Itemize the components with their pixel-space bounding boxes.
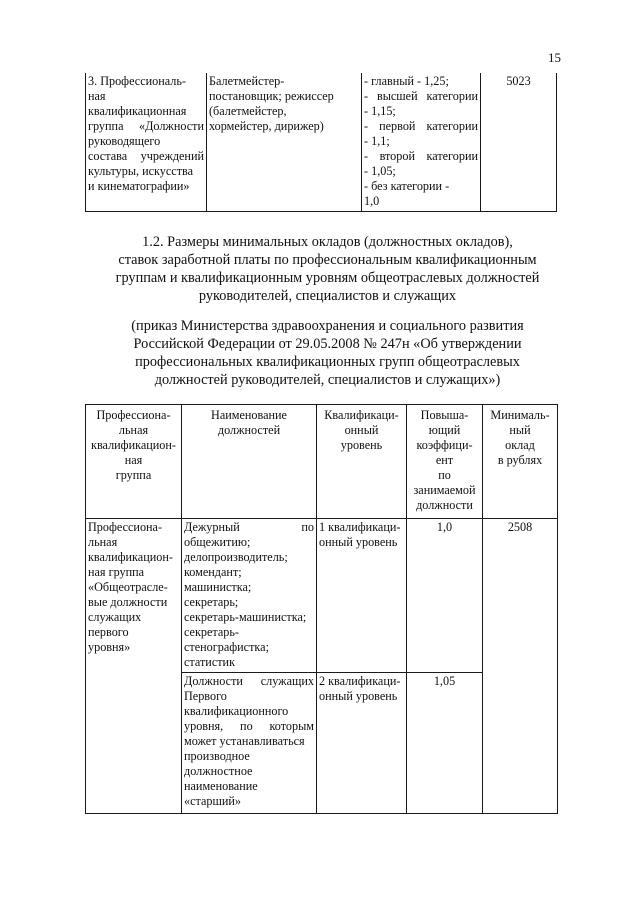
group-line: квалификацион-: [88, 550, 173, 564]
position-line: (балетмейстер,: [209, 104, 287, 118]
position-line: секретарь-: [184, 625, 239, 639]
position-line: секретарь-машинистка;: [184, 610, 307, 624]
position-line: машинистка;: [184, 580, 252, 594]
header-line: квалификацион-: [91, 438, 176, 452]
header-line: в рублях: [497, 453, 543, 467]
header-line: оклад: [505, 438, 535, 452]
position-word: Дежурный: [184, 520, 240, 534]
group-line: вые должности: [88, 595, 168, 609]
header-line: Квалификаци-: [324, 408, 399, 422]
group-line: «Общеотрасле-: [88, 580, 168, 594]
header-line: ная: [124, 453, 143, 467]
position-line: должностное: [184, 764, 253, 778]
header-line: ющий: [428, 423, 461, 437]
header-line: онный: [344, 423, 379, 437]
position-line: секретарь;: [184, 595, 239, 609]
coefficient-line: - 1,05;: [364, 164, 396, 178]
position-line: может устанавливаться: [184, 734, 305, 748]
group-line: состава учреждений: [88, 149, 204, 163]
group-line: и кинематографии»: [88, 179, 190, 193]
level-line: онный уровень: [319, 689, 398, 703]
coefficient-cell: 1,0: [407, 519, 483, 673]
header-line: должностей: [217, 423, 281, 437]
qualification-group-cell: [86, 519, 182, 814]
qualification-level-cell: [317, 519, 407, 673]
position-line: Должности служащих: [184, 674, 314, 688]
table-row: [86, 519, 558, 673]
group-line: служащих: [88, 610, 142, 624]
header-position-names: [182, 405, 317, 519]
coefficient-line: 1,0: [364, 194, 380, 208]
continued-salary-table: [85, 73, 557, 212]
level-line: онный уровень: [319, 535, 398, 549]
coefficient-line: - без категории -: [364, 179, 450, 193]
order-line: (приказ Министерства здравоохранения и социального развития: [131, 318, 524, 334]
position-line: производное: [184, 749, 250, 763]
header-minimum-salary: [483, 405, 558, 519]
group-line: 3. Профессиональ-: [88, 74, 186, 88]
coefficient-line: - второй категории: [364, 149, 478, 163]
position-line: Первого: [184, 689, 227, 703]
positions-cell: [182, 673, 317, 814]
group-line: льная: [88, 535, 118, 549]
section-title-line: 1.2. Размеры минимальных окладов (должностных окладов),: [142, 234, 513, 250]
position-line: постановщик; режиссер: [209, 89, 334, 103]
group-line: руководящего: [88, 134, 161, 148]
table-header-row: [86, 405, 558, 519]
header-line: занимаемой: [413, 483, 476, 497]
position-line: квалификационного: [184, 704, 289, 718]
salary-cell: 5023: [481, 73, 557, 212]
group-line: ная: [88, 89, 106, 103]
qualification-level-cell: [317, 673, 407, 814]
positions-cell: [182, 519, 317, 673]
position-line: делопроизводитель;: [184, 550, 288, 564]
header-line: Наименование: [211, 408, 287, 422]
position-line: общежитию;: [184, 535, 251, 549]
position-word: по: [301, 520, 314, 534]
position-line: [184, 520, 314, 535]
header-line: Профессиона-: [96, 408, 171, 422]
coefficients-cell: [362, 73, 481, 212]
position-line: стенографистка;: [184, 640, 269, 654]
header-qualification-group: [86, 405, 182, 519]
coefficient-line: - главный - 1,25;: [364, 74, 449, 88]
header-line: ент: [435, 453, 454, 467]
header-line: коэффици-: [416, 438, 473, 452]
group-line: группа «Должности: [88, 119, 204, 133]
coefficient-line: - 1,15;: [364, 104, 396, 118]
coefficient-line: - первой категории: [364, 119, 478, 133]
header-coefficient: [407, 405, 483, 519]
position-line: «старший»: [184, 794, 242, 808]
header-line: льная: [118, 423, 149, 437]
order-line: Российской Федерации от 29.05.2008 № 247н «Об утверждении: [133, 336, 522, 352]
positions-cell: [207, 73, 362, 212]
position-line: уровня, по которым: [184, 719, 314, 733]
table-row: [86, 73, 557, 212]
section-title-line: руководителей, специалистов и служащих: [198, 288, 457, 304]
header-line: уровень: [340, 438, 383, 452]
position-line: комендант;: [184, 565, 242, 579]
order-line: профессиональных квалификационных групп общеотраслевых: [135, 354, 520, 370]
coefficient-line: - 1,1;: [364, 134, 390, 148]
salary-table: [85, 404, 558, 814]
group-line: первого: [88, 625, 129, 639]
header-qualification-level: [317, 405, 407, 519]
coefficient-cell: 1,05: [407, 673, 483, 814]
position-line: хормейстер, дирижер): [209, 119, 324, 133]
header-line: должности: [416, 498, 473, 512]
level-line: 2 квалификаци-: [319, 674, 401, 688]
section-title-line: группам и квалификационным уровням общеотраслевых должностей: [115, 270, 540, 286]
group-line: Профессиона-: [88, 520, 163, 534]
coefficient-line: - высшей категории: [364, 89, 478, 103]
page-number: 15: [548, 50, 561, 65]
position-line: статистик: [184, 655, 236, 669]
order-line: должностей руководителей, специалистов и служащих»): [154, 372, 501, 388]
group-line: уровня»: [88, 640, 131, 654]
group-line: квалификационная: [88, 104, 187, 118]
header-line: по: [438, 468, 451, 482]
section-title: [80, 233, 575, 305]
header-line: ный: [509, 423, 531, 437]
level-line: 1 квалификаци-: [319, 520, 401, 534]
group-line: культуры, искусства: [88, 164, 194, 178]
header-line: группа: [115, 468, 152, 482]
position-line: наименование: [184, 779, 258, 793]
qualification-group-cell: [86, 73, 207, 212]
position-line: Балетмейстер-: [209, 74, 285, 88]
salary-cell: 2508: [483, 519, 558, 814]
header-line: Минималь-: [490, 408, 550, 422]
group-line: ная группа: [88, 565, 145, 579]
section-title-line: ставок заработной платы по профессиональным квалификационным: [118, 252, 537, 268]
order-reference: [80, 317, 575, 389]
header-line: Повыша-: [420, 408, 469, 422]
